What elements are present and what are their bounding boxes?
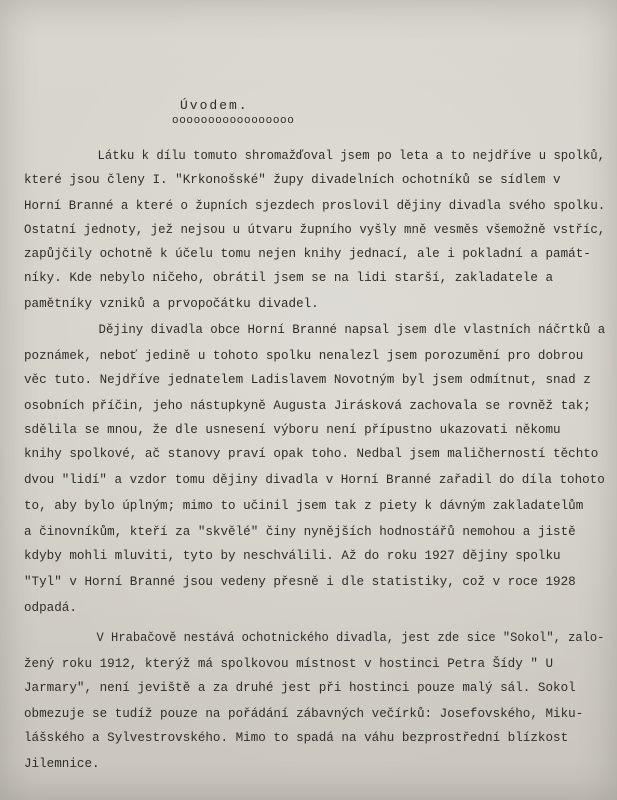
text-line: Ostatní jednoty, jež nejsou u útvaru župního vyšly mně vesměs všemožně vstříc, bbox=[24, 223, 606, 237]
heading-underline: ooooooooooooooooo bbox=[172, 115, 295, 127]
text-line: Jilemnice. bbox=[24, 757, 100, 771]
text-line: Dějiny divadla obce Horní Branné napsal jsem dle vlastních náčrtků a bbox=[24, 323, 606, 337]
text-line: lášského a Sylvestrovského. Mimo to spadá na váhu bezprostřední blízkost bbox=[24, 731, 569, 745]
text-line: a činovníkům, kteří za "skvělé" činy nynějších hodnostářů nemohou a jistě bbox=[24, 525, 576, 539]
text-line: to, aby bylo úplným; mimo to učinil jsem tak z piety k dávným zakladatelům bbox=[24, 499, 584, 513]
text-line: obmezuje se tudíž pouze na pořádání zábavných večírků: Josefovského, Miku- bbox=[24, 707, 584, 721]
text-line: odpadá. bbox=[24, 601, 77, 615]
text-line: níky. Kde nebylo ničeho, obrátil jsem se na lidi starší, zakladatele a bbox=[24, 271, 554, 285]
text-line: Horní Branné a které o župních sjezdech proslovil dějiny divadla svého spolku. bbox=[24, 199, 606, 213]
text-line: pamětníky vzniků a prvopočátku divadel. bbox=[24, 297, 319, 311]
text-line: V Hrabačově nestává ochotnického divadla, jest zde sice "Sokol", zalo- bbox=[24, 631, 605, 645]
text-line: žený roku 1912, kterýž má spolkovou místnost v hostinci Petra Šídy " U bbox=[24, 657, 554, 671]
text-line: poznámek, neboť jedině u tohoto spolku nenalezl jsem porozumění pro dobrou bbox=[24, 349, 584, 363]
text-line: kdyby mohli mluviti, tyto by neschválili. Až do roku 1927 dějiny spolku bbox=[24, 549, 561, 563]
text-line: které jsou členy I. "Krkonošské" župy divadelních ochotníků se sídlem v bbox=[24, 173, 561, 187]
text-line: Jarmary", není jeviště a za druhé jest při hostinci pouze malý sál. Sokol bbox=[24, 681, 576, 695]
text-line: zapůjčily ochotně k účelu tomu nejen knihy jednací, ale i pokladní a památ- bbox=[24, 247, 591, 261]
text-line: Látku k dílu tomuto shromažďoval jsem po leta a to nejdříve u spolků, bbox=[24, 149, 605, 163]
page-heading: Úvodem. bbox=[180, 98, 249, 113]
text-line: dvou "lidí" a vzdor tomu dějiny divadla v Horní Branné zařadil do díla tohoto bbox=[24, 473, 605, 487]
text-line: sdělila se mnou, že dle usnesení výboru není přípustno ukazovati někomu bbox=[24, 423, 561, 437]
text-line: věc tuto. Nejdříve jednatelem Ladislavem Novotným byl jsem odmítnut, snad z bbox=[24, 373, 591, 387]
text-line: osobních příčin, jeho nástupkyně Augusta Jirásková zachovala se rovněž tak; bbox=[24, 399, 591, 413]
text-line: "Tyl" v Horní Branné jsou vedeny přesně i dle statistiky, což v roce 1928 bbox=[24, 575, 576, 589]
text-line: knihy spolkové, ač stanovy praví opak toho. Nedbal jsem maličherností těchto bbox=[24, 447, 599, 461]
